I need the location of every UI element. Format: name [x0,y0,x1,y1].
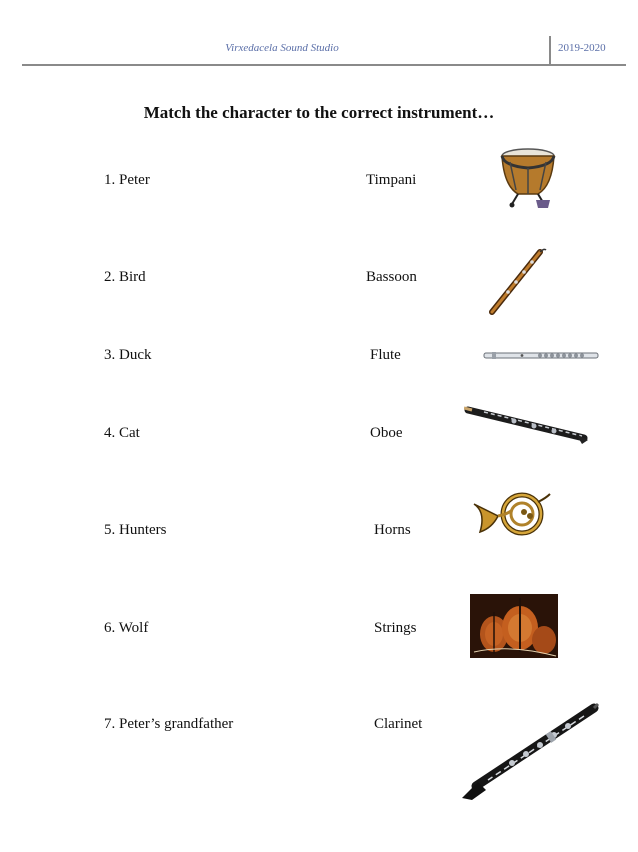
flute-icon [482,349,600,363]
page-header [22,34,626,66]
instrument-label: Clarinet [374,716,423,732]
instrument-label: Oboe [370,425,403,441]
school-year: 2019-2020 [558,42,606,54]
instrument-label: Timpani [366,172,417,188]
instrument-label: Strings [374,620,417,636]
bassoon-icon [486,246,548,318]
instrument-label: Flute [370,347,401,363]
header-divider [549,36,551,64]
instrument-label: Bassoon [366,269,417,285]
oboe-icon [464,404,588,448]
character-label: 5. Hunters [104,522,167,538]
character-label: 4. Cat [104,425,140,441]
character-label: 1. Peter [104,172,150,188]
timpani-icon [500,146,560,210]
instrument-label: Horns [374,522,411,538]
character-label: 3. Duck [104,347,152,363]
strings-icon [470,594,558,658]
character-label: 7. Peter’s grandfather [104,716,234,732]
character-label: 2. Bird [104,269,146,285]
character-label: 6. Wolf [104,620,149,636]
french-horn-icon [472,490,552,538]
studio-name: Virxedacela Sound Studio [225,42,339,54]
worksheet-title: Match the character to the correct instrument… [143,103,495,122]
clarinet-icon [458,702,600,802]
